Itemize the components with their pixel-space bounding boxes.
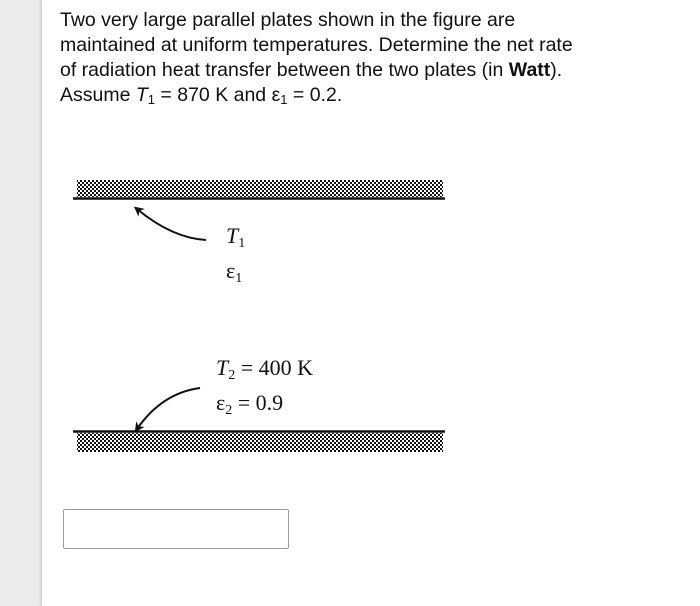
top-plate [73, 180, 445, 199]
temperature-symbol: T [135, 84, 148, 106]
top-plate-arrow [137, 209, 206, 240]
bottom-plate [73, 432, 445, 453]
plate2-emissivity-label: $\varepsilon_2 = 0.9$ [216, 390, 284, 418]
question-line: Two very large parallel plates shown in the figure are [60, 9, 516, 31]
question-line: Assume $T_1 = 870$ K and $\varepsilon_1 = 0.2$. [60, 84, 343, 107]
plate2-temperature-label: $T_2 = 400$ K [216, 355, 314, 383]
question-line: maintained at uniform temperatures. Determine the net rate [60, 34, 573, 56]
bottom-plate-arrow [137, 388, 200, 429]
answer-input[interactable] [63, 509, 289, 549]
unit-emphasis: Watt [508, 59, 551, 81]
plate1-temperature-label: $T_1$ [226, 223, 246, 251]
emissivity-symbol: ε [271, 84, 281, 106]
plate1-emissivity-label: $\varepsilon_1$ [226, 258, 243, 286]
question-line: of radiation heat transfer between the two plates (in Watt). [60, 59, 563, 81]
